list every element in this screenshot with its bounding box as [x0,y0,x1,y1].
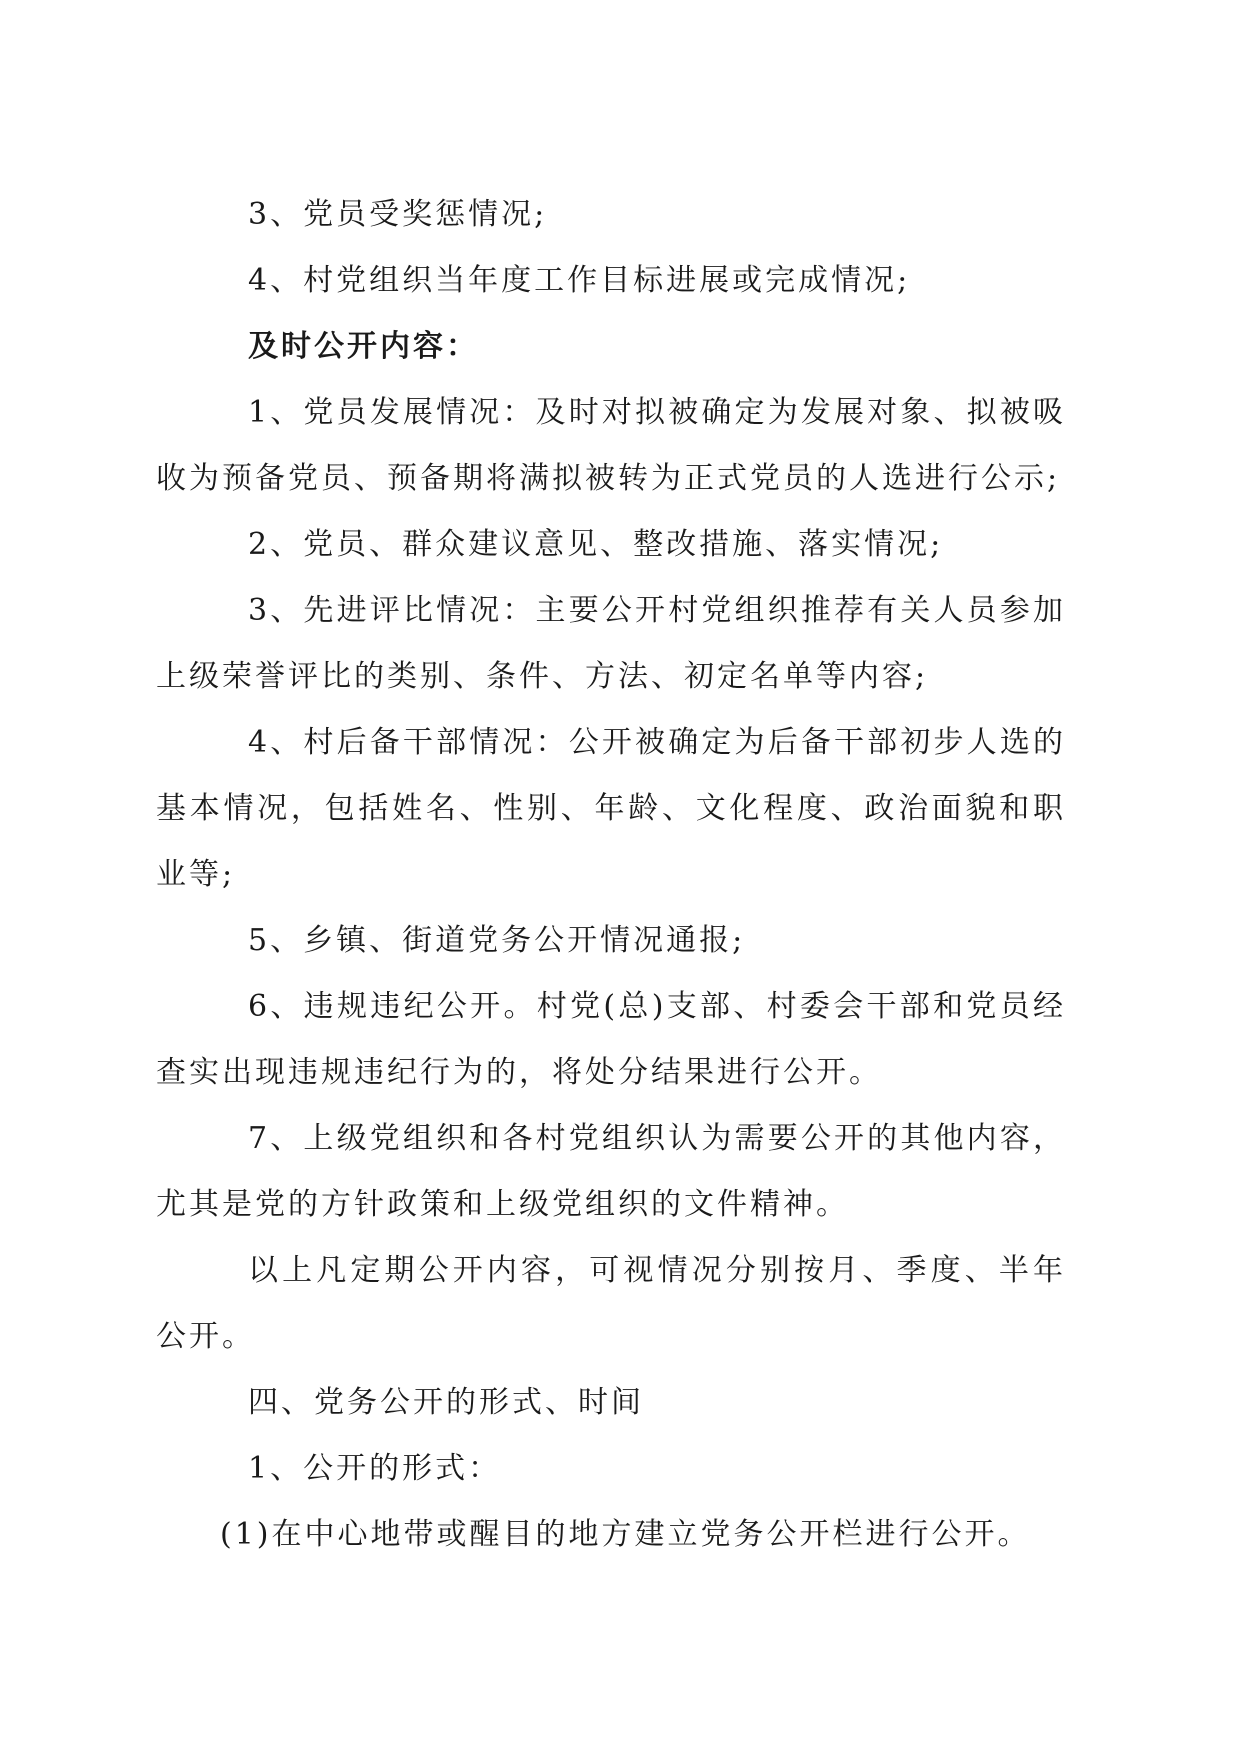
section-heading-form-time: 四、党务公开的形式、时间 [248,1385,644,1420]
paragraph-suggestions: 2、党员、群众建议意见、整改措施、落实情况; [248,527,944,562]
paragraph-reserve-cadres: 4、村后备干部情况：公开被确定为后备干部初步人选的基本情况，包括姓名、性别、年龄、文化程度、政治面貌和职业等; [156,725,1066,892]
paragraph-periodic-note: 以上凡定期公开内容，可视情况分别按月、季度、半年公开。 [156,1253,1066,1354]
paragraph-bulletin-board: (1)在中心地带或醒目的地方建立党务公开栏进行公开。 [220,1517,1031,1552]
paragraph-evaluation: 3、先进评比情况：主要公开村党组织推荐有关人员参加上级荣誉评比的类别、条件、方法、初定名单等内容; [156,593,1066,694]
paragraph-annual-goals: 4、村党组织当年度工作目标进展或完成情况; [248,263,911,298]
paragraph-violations: 6、违规违纪公开。村党(总)支部、村委会干部和党员经查实出现违规违纪行为的，将处分结果进行公开。 [156,989,1066,1090]
paragraph-other-content: 7、上级党组织和各村党组织认为需要公开的其他内容，尤其是党的方针政策和上级党组织的文件精神。 [156,1121,1066,1222]
paragraph-member-development: 1、党员发展情况：及时对拟被确定为发展对象、拟被吸收为预备党员、预备期将满拟被转为正式党员的人选进行公示; [156,395,1066,496]
paragraph-reward-punishment: 3、党员受奖惩情况; [248,197,548,232]
section-heading-timely-disclosure: 及时公开内容： [248,329,479,364]
document-body [156,182,1066,1568]
subheading-disclosure-form: 1、公开的形式： [248,1451,502,1486]
paragraph-town-report: 5、乡镇、街道党务公开情况通报; [248,923,746,958]
